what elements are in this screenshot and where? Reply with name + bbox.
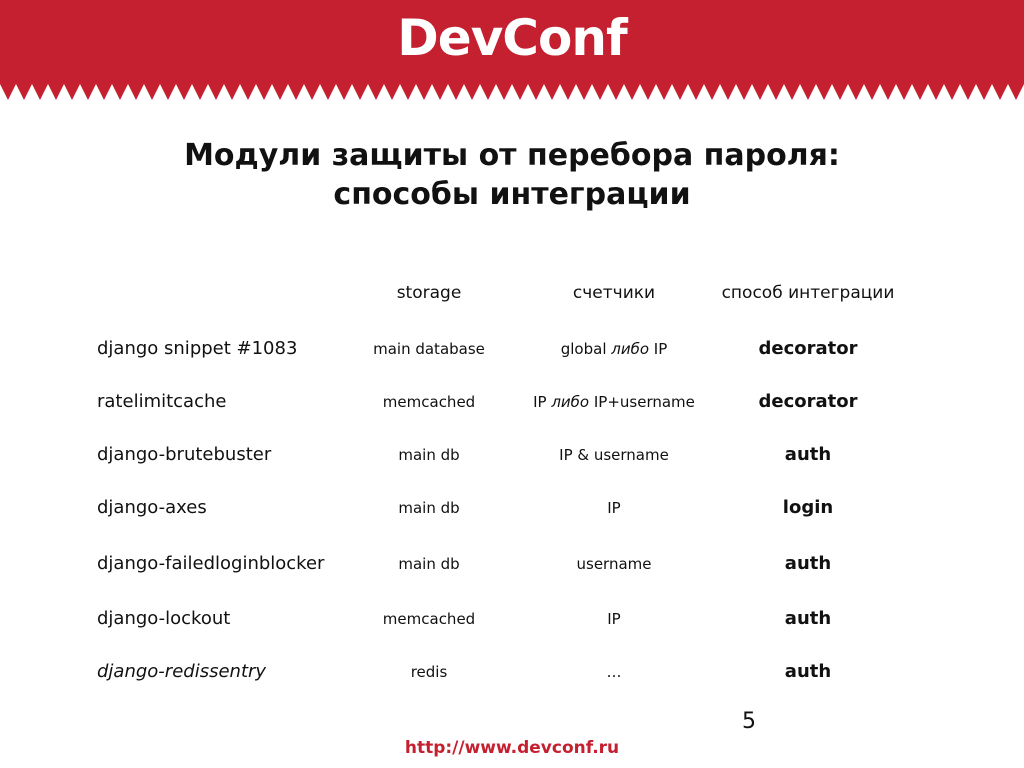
devconf-logo: DevConf	[397, 9, 627, 67]
row-name: django-failedloginblocker	[97, 553, 325, 574]
row-storage: memcached	[382, 610, 476, 628]
column-header-counters: счетчики	[572, 283, 656, 303]
row-method: auth	[784, 444, 832, 465]
row-method: auth	[784, 661, 832, 682]
row-counter	[533, 391, 695, 413]
row-method: login	[782, 497, 834, 518]
counter-part: IP+username	[589, 393, 695, 411]
row-method: auth	[784, 553, 832, 574]
row-storage: main db	[398, 555, 460, 573]
row-storage: main db	[398, 446, 460, 464]
row-method: decorator	[758, 338, 858, 359]
row-name: django-axes	[97, 497, 207, 518]
row-storage: main database	[373, 340, 485, 358]
counter-part: IP	[649, 340, 668, 358]
counter-or: либо	[551, 393, 590, 411]
slide-title-line-1: Модули защиты от перебора пароля:	[184, 138, 840, 173]
row-method: auth	[784, 608, 832, 629]
footer-url[interactable]: http://www.devconf.ru	[404, 738, 620, 758]
row-counter: username	[576, 555, 652, 573]
row-storage: memcached	[382, 393, 476, 411]
row-name: django-redissentry	[97, 661, 267, 682]
counter-part: global	[560, 340, 612, 358]
counter-part: IP	[533, 393, 552, 411]
slide-title	[0, 136, 1024, 214]
row-storage: redis	[410, 663, 448, 681]
row-counter	[561, 338, 668, 360]
row-name: django-lockout	[97, 608, 231, 629]
row-storage: main db	[398, 499, 460, 517]
slide-title-line-2: способы интеграции	[333, 177, 691, 212]
row-name: django snippet #1083	[97, 338, 298, 359]
row-counter: …	[606, 663, 622, 681]
page-number: 5	[742, 709, 756, 734]
row-method: decorator	[758, 391, 858, 412]
row-counter: IP & username	[559, 446, 669, 464]
row-counter: IP	[607, 610, 621, 628]
header-banner	[0, 0, 1024, 104]
row-name: django-brutebuster	[97, 444, 272, 465]
counter-or: либо	[611, 340, 650, 358]
row-counter: IP	[607, 499, 621, 517]
column-header-integration: способ интеграции	[721, 283, 895, 303]
row-name: ratelimitcache	[97, 391, 227, 412]
column-header-storage: storage	[396, 283, 462, 303]
